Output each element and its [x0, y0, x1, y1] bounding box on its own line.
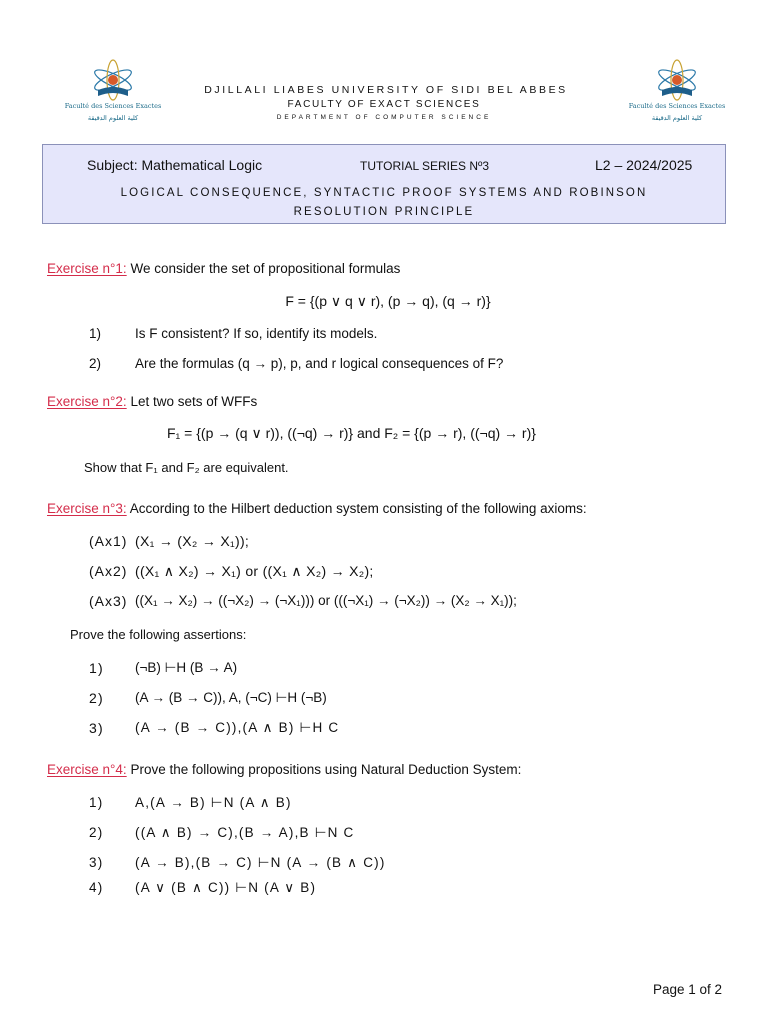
series-title-line-2: RESOLUTION PRINCIPLE [293, 206, 475, 218]
department-name: DEPARTMENT OF COMPUTER SCIENCE [276, 114, 492, 121]
exercise-4-item-2: ((A ∧ B) → C),(B → A),B ⊢N C [135, 825, 355, 840]
subject-label: Subject: Mathematical Logic [87, 157, 263, 173]
university-header [0, 84, 768, 121]
axiom-1-formula: (X₁ → (X₂ → X₁)); [135, 533, 250, 549]
exercise-1-item-2: Are the formulas (q → p), p, and r logical consequences of F? [135, 356, 504, 371]
exercise-1-item-2-num: 2) [89, 356, 102, 371]
exercise-3-item-3-num: 3) [89, 720, 104, 736]
exercise-3-item-1: (¬B) ⊢H (B → A) [135, 660, 238, 675]
exercise-3-item-1-num: 1) [89, 660, 104, 676]
axiom-2-label: (Ax2) [89, 563, 128, 579]
axiom-2-formula: ((X₁ ∧ X₂) → X₁) or ((X₁ ∧ X₂) → X₂); [135, 563, 374, 579]
level-label: L2 – 2024/2025 [595, 157, 693, 173]
exercise-3-intro: According to the Hilbert deduction system consisting of the following axioms: [129, 501, 587, 516]
exercise-4-item-3: (A → B),(B → C) ⊢N (A → (B ∧ C)) [135, 855, 386, 870]
exercise-4-heading [47, 762, 521, 777]
series-title [43, 184, 725, 222]
exercise-3-item-2-num: 2) [89, 690, 104, 706]
exercise-4-item-4: (A ∨ (B ∧ C)) ⊢N (A ∨ B) [135, 880, 317, 895]
logo-text-left: Faculté des Sciences Exactes [64, 102, 162, 110]
exercise-1-heading [47, 261, 400, 276]
exercise-3-heading [47, 501, 587, 516]
exercise-4-item-1: A,(A → B) ⊢N (A ∧ B) [135, 795, 292, 810]
subject-box [42, 144, 726, 224]
logo-text-ar-right: كلية العلوم الدقيقة [651, 114, 703, 122]
exercise-1-item-1: Is F consistent? If so, identify its models. [135, 326, 378, 341]
exercise-4-item-1-num: 1) [89, 795, 104, 810]
exercise-1-formula: F = {(p ∨ q ∨ r), (p → q), (q → r)} [285, 293, 491, 309]
series-title-line-1: LOGICAL CONSEQUENCE, SYNTACTIC PROOF SYSTEMS AND ROBINSON [120, 187, 648, 199]
exercise-3-item-2: (A → (B → C)), A, (¬C) ⊢H (¬B) [135, 690, 327, 705]
exercise-2-formula: F₁ = {(p → (q ∨ r)), ((¬q) → r)} and F₂ = {(p → r), ((¬q) → r)} [167, 425, 536, 441]
exercise-3-label: Exercise n°3: [47, 501, 127, 516]
series-label: TUTORIAL SERIES Nº3 [360, 159, 490, 173]
faculty-name: FACULTY OF EXACT SCIENCES [287, 99, 481, 110]
exercise-4-item-3-num: 3) [89, 855, 104, 870]
axiom-3-label: (Ax3) [89, 593, 128, 609]
exercise-2-intro: Let two sets of WFFs [130, 394, 258, 409]
axiom-3-formula: ((X₁ → X₂) → ((¬X₂) → (¬X₁))) or (((¬X₁) → (¬X₂)) → (X₂ → X₁)); [135, 593, 517, 608]
exercise-2-task: Show that F₁ and F₂ are equivalent. [84, 460, 289, 475]
exercise-2-heading [47, 394, 257, 409]
exercise-3-item-3: (A → (B → C)),(A ∧ B) ⊢H C [135, 720, 340, 735]
exercise-4-label: Exercise n°4: [47, 762, 127, 777]
logo-text-right: Faculté des Sciences Exactes [628, 102, 726, 110]
exercise-4-item-2-num: 2) [89, 825, 104, 840]
exercise-1-label: Exercise n°1: [47, 261, 127, 276]
exercise-2-label: Exercise n°2: [47, 394, 127, 409]
exercise-4-intro: Prove the following propositions using Natural Deduction System: [130, 762, 522, 777]
exercise-1-item-1-num: 1) [89, 326, 102, 341]
page-number: Page 1 of 2 [653, 982, 723, 997]
exercise-1-intro: We consider the set of propositional formulas [130, 261, 401, 276]
axiom-1-label: (Ax1) [89, 533, 128, 549]
logo-text-ar-left: كلية العلوم الدقيقة [87, 114, 139, 122]
exercise-3-prove-label: Prove the following assertions: [70, 627, 247, 642]
exercise-4-item-4-num: 4) [89, 880, 104, 895]
university-name: DJILLALI LIABES UNIVERSITY OF SIDI BEL ABBES [204, 84, 568, 96]
